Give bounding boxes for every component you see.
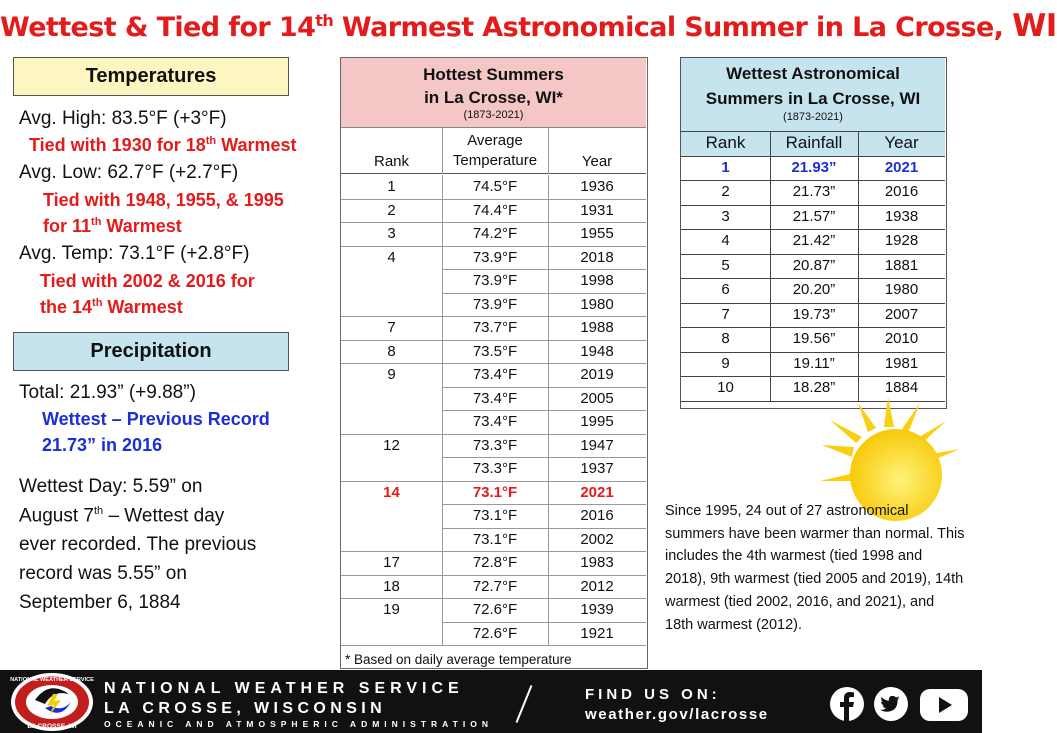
wettest-rainfall-cell: 21.42” [792,232,836,249]
hottest-year-cell: 1937 [580,460,614,477]
office-name: LA CROSSE, WISCONSIN [104,700,387,717]
wettest-day-line-3: ever recorded. The previous [19,534,257,555]
footer-divider [516,685,533,723]
hottest-temp-cell: 73.5°F [472,342,518,360]
wettest-rainfall-cell: 20.87” [792,256,836,274]
hottest-rank-cell [341,293,442,317]
org-name: NATIONAL WEATHER SERVICE [104,680,464,697]
hottest-year-cell: 2019 [580,366,614,383]
row-divider [681,156,945,157]
hottest-temp-cell: 74.2°F [472,225,518,242]
column-divider [442,175,443,645]
row-divider [681,376,945,377]
wettest-table-period: (1873-2021) [783,111,843,123]
hottest-temp-cell: 72.8°F [472,554,518,571]
wettest-rank-cell: 5 [721,256,730,274]
wettest-rank-cell: 1 [721,158,730,176]
wettest-table-header [681,58,945,131]
hottest-temp-cell: 73.9°F [472,272,518,289]
avg-temp-note-1: Tied with 2002 & 2016 for [40,271,255,291]
precip-note-1: Wettest – Previous Record [42,409,270,429]
hottest-year-cell: 1921 [580,624,614,642]
hottest-table-title-1: Hottest Summers [423,65,564,84]
hottest-temp-cell: 74.5°F [472,178,518,195]
wettest-year-cell: 2010 [884,330,919,347]
hottest-temp-cell: 73.4°F [472,389,518,407]
hottest-year-cell: 2012 [580,577,614,595]
hottest-rank-cell: 18 [383,577,400,595]
hottest-table-footnote: * Based on daily average temperature [345,652,572,667]
wettest-rainfall-cell: 19.73” [792,305,836,323]
avg-low-note-2: for 11th Warmest [43,216,182,236]
wettest-day-line-5: September 6, 1884 [19,592,181,613]
avg-high: Avg. High: 83.5°F (+3°F) [19,108,227,129]
wettest-rank-cell: 8 [721,330,730,347]
col-avg-temp: Average Temperature [452,132,538,169]
hottest-year-cell: 1936 [580,178,614,195]
hottest-rank-cell: 8 [387,342,396,360]
website-link[interactable]: weather.gov/lacrosse [585,706,769,723]
row-divider [681,205,945,206]
logo-text-top: NATIONAL WEATHER SERVICE [10,677,94,683]
wettest-table-title-2: Summers in La Crosse, WI [705,89,921,108]
hottest-rank-cell [341,457,442,481]
hottest-rank-cell: 17 [383,554,400,571]
wettest-rainfall-cell: 19.56” [792,330,836,347]
wettest-rainfall-cell: 18.28” [792,379,836,396]
hottest-year-cell: 1955 [580,225,614,242]
youtube-icon[interactable] [918,687,970,721]
wettest-col-year: Year [858,131,945,156]
hottest-temp-cell: 73.4°F [472,366,518,383]
hottest-temp-cell: 73.3°F [472,460,518,477]
row-divider [681,180,945,181]
hottest-rank-cell: 2 [387,201,396,219]
wettest-col-rainfall: Rainfall [770,131,858,156]
warm-summers-note: Since 1995, 24 out of 27 astronomical summers have been warmer than normal. This includes the 4th warmest (tied 1998 and 2018), 9th warmest (tied 2005 and 2019), 14th warmest (tied 2002, 2016, and 2021), and 18th warmest (2012). [665,503,965,633]
hottest-temp-cell: 72.7°F [472,577,518,595]
wettest-year-cell: 1884 [884,379,919,396]
temperatures-heading: Temperatures [13,57,289,96]
hottest-rank-cell [341,622,442,646]
hottest-rank-cell: 12 [383,436,400,454]
hottest-rank-cell [341,269,442,293]
hottest-temp-cell: 74.4°F [472,201,518,219]
hottest-temp-cell: 73.3°F [472,436,518,454]
hottest-rank-cell: 9 [387,366,396,383]
hottest-rank-cell: 3 [387,225,396,242]
wettest-year-cell: 2016 [884,183,919,200]
avg-temp: Avg. Temp: 73.1°F (+2.8°F) [19,243,250,264]
hottest-year-cell: 1980 [580,295,614,313]
row-divider [681,278,945,279]
avg-high-note: Tied with 1930 for 18th Warmest [29,135,297,155]
hottest-temp-cell: 72.6°F [472,601,518,618]
wettest-year-cell: 1881 [884,256,919,274]
page-title: Wettest & Tied for 14th Warmest Astronomical Summer in La Crosse, WI [0,8,1057,44]
hottest-rank-cell: 14 [383,483,400,501]
wettest-year-cell: 1938 [884,207,919,225]
hottest-temp-cell: 73.1°F [472,507,518,524]
wettest-table-title-1: Wettest Astronomical [726,64,900,83]
hottest-rank-cell: 19 [383,601,400,618]
hottest-temp-cell: 73.1°F [472,530,518,548]
hottest-table-title-2: in La Crosse, WI* [424,88,563,107]
wettest-year-cell: 1980 [884,281,919,298]
hottest-table-period: (1873-2021) [463,109,524,121]
sun-icon [812,395,982,510]
hottest-rank-cell [341,504,442,528]
hottest-year-cell: 1948 [580,342,614,360]
hottest-rank-cell [341,528,442,552]
hottest-temp-cell: 72.6°F [472,624,518,642]
wettest-rank-cell: 2 [721,183,730,200]
hottest-rank-cell: 7 [387,319,396,336]
wettest-rainfall-cell: 20.20” [792,281,836,298]
nws-logo-icon[interactable] [9,672,95,732]
hottest-rank-cell: 1 [387,178,396,195]
hottest-table-columns [341,128,646,174]
hottest-year-cell: 2021 [580,483,614,501]
hottest-year-cell: 1939 [580,601,614,618]
hottest-year-cell: 2005 [580,389,614,407]
hottest-year-cell: 1931 [580,201,614,219]
hottest-year-cell: 2002 [580,530,614,548]
hottest-rank-cell: 4 [387,248,396,266]
hottest-rank-cell [341,410,442,434]
column-divider [548,175,549,645]
wettest-rainfall-cell: 21.73” [792,183,836,200]
hottest-rank-cell [341,387,442,411]
wettest-summers-table [680,57,947,409]
wettest-col-rank: Rank [681,131,770,156]
row-divider [681,229,945,230]
hottest-year-cell: 1947 [580,436,614,454]
wettest-rank-cell: 7 [721,305,730,323]
avg-low: Avg. Low: 62.7°F (+2.7°F) [19,162,239,183]
logo-text-bottom: LA CROSSE, WI [27,723,77,730]
wettest-rank-cell: 9 [721,354,730,372]
wettest-day-line-4: record was 5.55” on [19,563,187,584]
hottest-temp-cell: 73.4°F [472,413,518,430]
col-rank: Rank [373,153,410,170]
precipitation-heading: Precipitation [13,332,289,371]
hottest-year-cell: 2016 [580,507,614,524]
hottest-year-cell: 1998 [580,272,614,289]
hottest-temp-cell: 73.9°F [472,295,518,313]
avg-temp-note-2: the 14th Warmest [40,297,183,317]
hottest-year-cell: 2018 [580,248,614,266]
wettest-year-cell: 2007 [884,305,919,323]
wettest-year-cell: 1928 [884,232,919,249]
col-year: Year [581,153,613,170]
hottest-summers-table [340,57,648,669]
precip-total: Total: 21.93” (+9.88”) [19,382,196,403]
hottest-year-cell: 1995 [580,413,614,430]
hottest-year-cell: 1988 [580,319,614,336]
wettest-rainfall-cell: 19.11” [793,354,835,372]
avg-low-note-1: Tied with 1948, 1955, & 1995 [43,190,284,210]
twitter-icon[interactable] [874,687,908,721]
hottest-temp-cell: 73.7°F [472,319,518,336]
column-divider [858,131,859,401]
hottest-year-cell: 1983 [580,554,614,571]
wettest-rank-cell: 6 [721,281,730,298]
row-divider [341,645,646,646]
agency-name: OCEANIC AND ATMOSPHERIC ADMINISTRATION [104,719,493,729]
wettest-rank-cell: 4 [721,232,730,249]
wettest-year-cell: 1981 [884,354,919,372]
hottest-table-header [341,58,646,128]
wettest-rank-cell: 3 [721,207,730,225]
facebook-icon[interactable] [830,687,864,721]
wettest-year-cell: 2021 [884,158,919,176]
wettest-day-line-1: Wettest Day: 5.59” on [19,476,203,497]
row-divider [681,131,945,132]
wettest-rainfall-cell: 21.93” [791,158,837,176]
find-us-label: FIND US ON: [585,686,721,703]
wettest-rank-cell: 10 [717,379,734,396]
row-divider [681,352,945,353]
row-divider [681,254,945,255]
hottest-temp-cell: 73.9°F [472,248,518,266]
footer-bar [0,670,982,733]
row-divider [681,303,945,304]
column-divider [770,131,771,401]
row-divider [681,327,945,328]
wettest-rainfall-cell: 21.57” [792,207,836,225]
precip-note-2: 21.73” in 2016 [42,435,163,455]
hottest-temp-cell: 73.1°F [472,483,518,501]
wettest-day-line-2: August 7th – Wettest day [19,505,225,527]
